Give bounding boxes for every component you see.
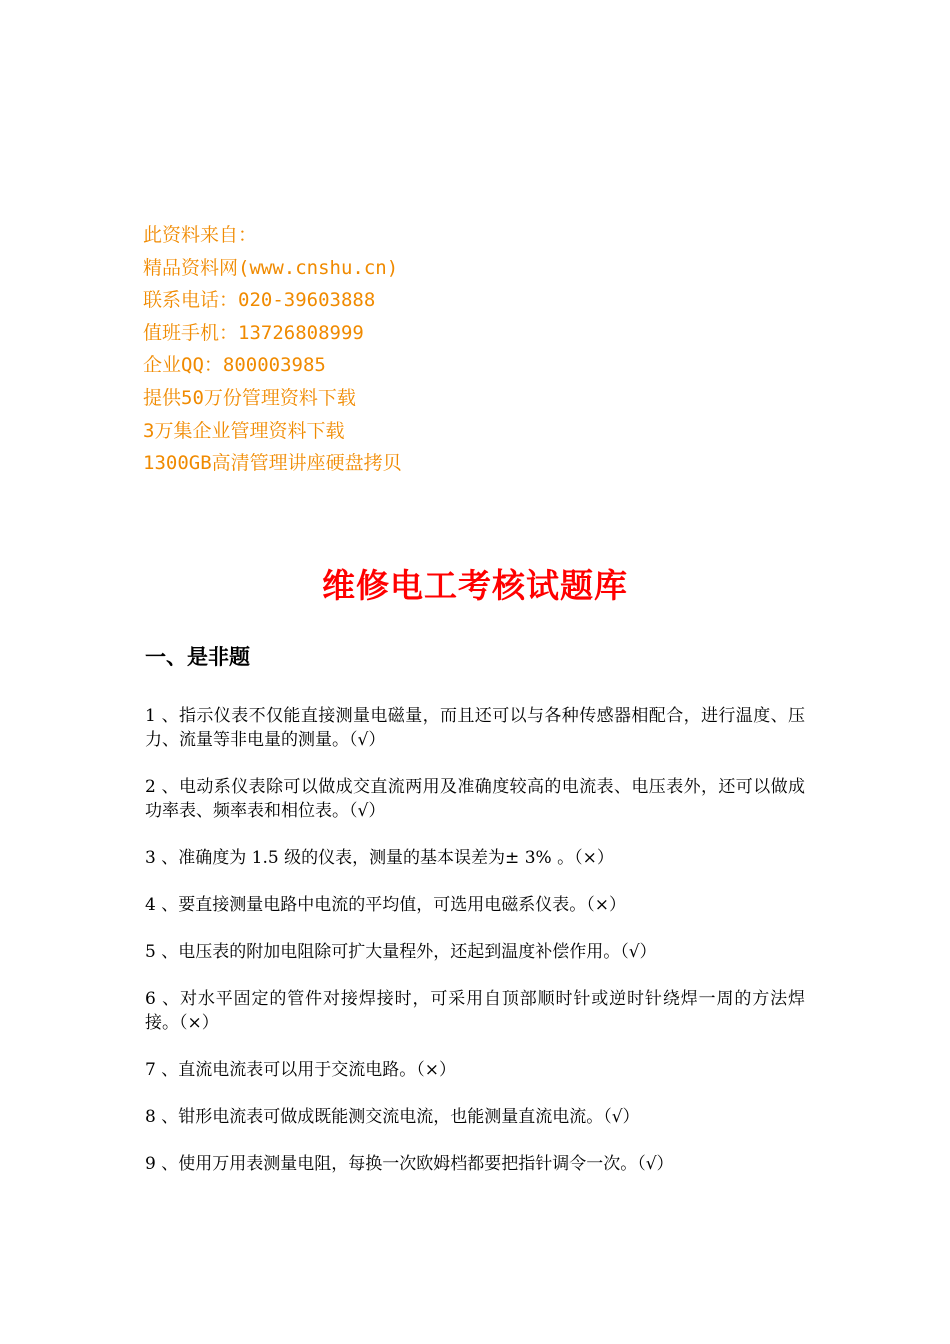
question-list (145, 704, 805, 1199)
question-item: 4 、要直接测量电路中电流的平均值，可选用电磁系仪表。（×） (145, 895, 626, 915)
document-title: 维修电工考核试题库 (322, 566, 628, 605)
question-item: 7 、直流电流表可以用于交流电路。（×） (145, 1060, 456, 1080)
question-item: 5 、电压表的附加电阻除可扩大量程外，还起到温度补偿作用。（√） (145, 942, 657, 962)
question-item: 8 、钳形电流表可做成既能测交流电流，也能测量直流电流。（√） (145, 1107, 640, 1127)
mobile-phone-line: 值班手机：13726808999 (143, 321, 364, 344)
source-line: 此资料来自： (143, 224, 258, 246)
question-item: 6 、对水平固定的管件对接焊接时，可采用自顶部顺时针或逆时针绕焊一周的方法焊接。（×） (145, 989, 805, 1033)
source-website-line: 精品资料网(www.cnshu.cn) (143, 256, 399, 279)
question-item: 3 、准确度为 1.5 级的仪表，测量的基本误差为± 3% 。（×） (145, 848, 614, 868)
source-info-block (143, 219, 663, 480)
contact-phone-line: 联系电话：020-39603888 (143, 289, 376, 312)
promo-line: 提供50万份管理资料下载 (143, 386, 356, 409)
promo-line: 1300GB高清管理讲座硬盘拷贝 (143, 452, 402, 475)
question-item: 1 、指示仪表不仅能直接测量电磁量，而且还可以与各种传感器相配合，进行温度、压力、流量等非电量的测量。（√） (145, 706, 805, 750)
promo-line: 3万集企业管理资料下载 (143, 419, 345, 442)
section-heading: 一、是非题 (145, 645, 250, 669)
question-item: 2 、电动系仪表除可以做成交直流两用及准确度较高的电流表、电压表外，还可以做成功率表、频率表和相位表。（√） (145, 777, 805, 821)
question-item: 9 、使用万用表测量电阻，每换一次欧姆档都要把指针调令一次。（√） (145, 1154, 674, 1174)
qq-line: 企业QQ：800003985 (143, 354, 326, 377)
